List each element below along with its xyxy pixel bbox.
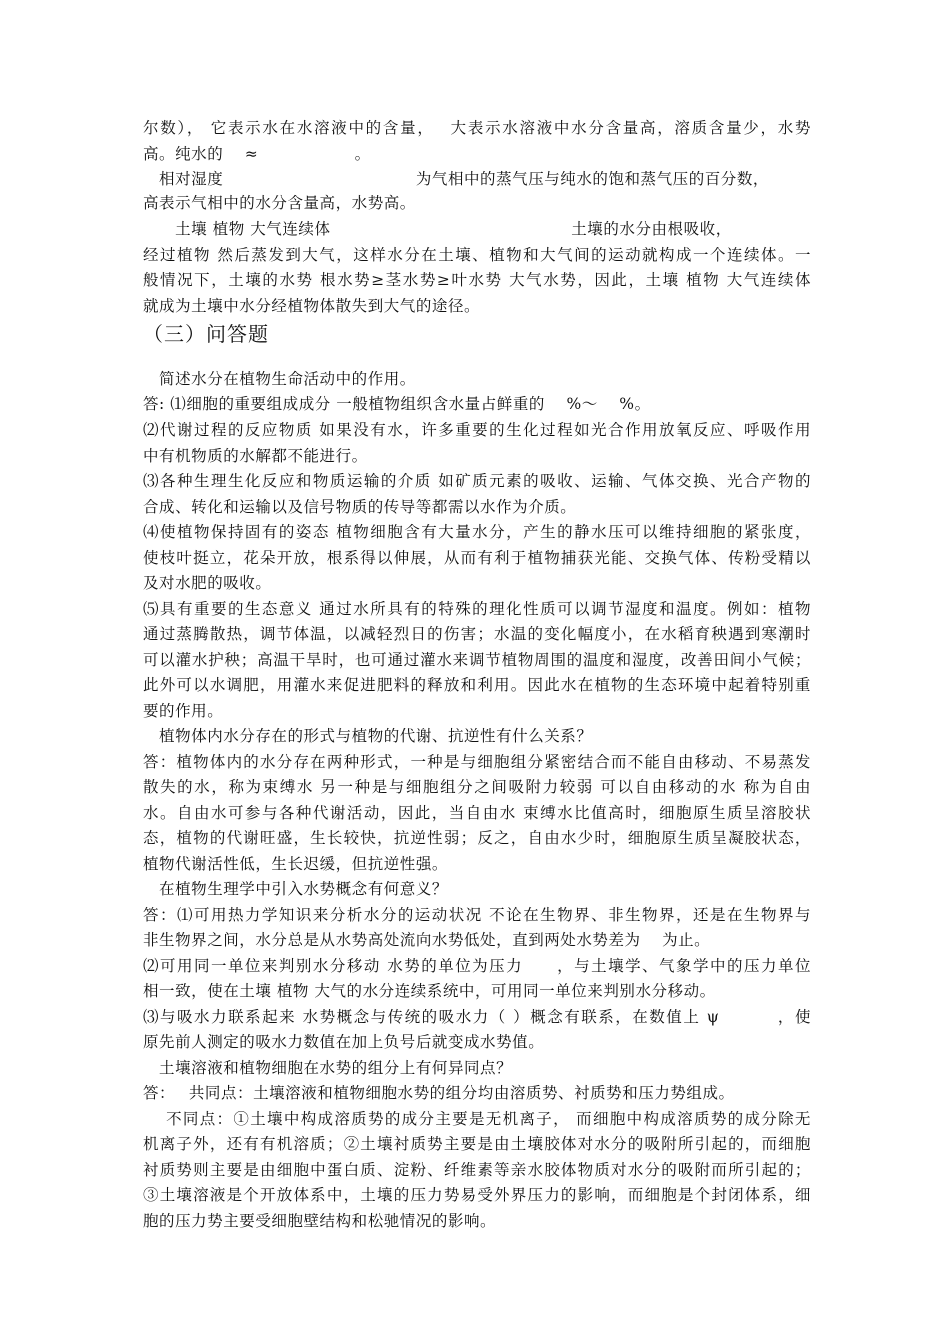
text-line: 土壤 植物 大气连续体 土壤的水分由根吸收， [143, 220, 732, 238]
answer-line: 不同点：①土壤中构成溶质势的成分主要是无机离子， 而细胞中构成溶质势的成分除无 [143, 1110, 811, 1128]
answer-line: ⑶与吸水力联系起来 水势概念与传统的吸水力（ ）概念有联系，在数值上 ψ ，使 [143, 1008, 811, 1026]
answer-line: ⑶各种生理生化反应和物质运输的介质 如矿质元素的吸收、运输、气体交换、光合产物的 [143, 472, 811, 490]
answer-line: 中有机物质的水解都不能进行。 [143, 447, 368, 465]
question-line: 植物体内水分存在的形式与植物的代谢、抗逆性有什么关系？ [143, 727, 593, 745]
answer-line: ⑵可用同一单位来判别水分移动 水势的单位为压力 ，与土壤学、气象学中的压力单位 [143, 957, 811, 975]
answer-line: 衬质势则主要是由细胞中蛋白质、淀粉、纤维素等亲水胶体物质对水分的吸附而所引起的； [143, 1161, 811, 1179]
text-line: 经过植物 然后蒸发到大气，这样水分在土壤、植物和大气间的运动就构成一个连续体。一 [143, 246, 811, 264]
answer-line: 相一致，使在土壤 植物 大气的水分连续系统中，可用同一单位来判别水分移动。 [143, 982, 716, 1000]
text-line: 尔数）， 它表示水在水溶液中的含量， 大表示水溶液中水分含量高，溶质含量少，水势 [143, 119, 811, 137]
answer-line: ⑷使植物保持固有的姿态 植物细胞含有大量水分，产生的静水压可以维持细胞的紧张度， [143, 523, 811, 541]
answer-line: 植物代谢活性低，生长迟缓，但抗逆性强。 [143, 855, 448, 873]
answer-line: 胞的压力势主要受细胞壁结构和松驰情况的影响。 [143, 1212, 497, 1230]
text-line: 相对湿度 为气相中的蒸气压与纯水的饱和蒸气压的百分数， [143, 170, 769, 188]
text-line: 高。纯水的 ≈ 。 [143, 145, 371, 163]
answer-line: 机离子外，还有有机溶质；②土壤衬质势主要是由土壤胶体对水分的吸附所引起的，而细胞 [143, 1135, 811, 1153]
answer-line: 散失的水，称为束缚水 另一种是与细胞组分之间吸附力较弱 可以自由移动的水 称为自由 [143, 778, 811, 796]
answer-line: 答： 共同点：土壤溶液和植物细胞水势的组分均由溶质势、衬质势和压力势组成。 [143, 1084, 735, 1102]
answer-line: 合成、转化和运输以及信号物质的传导等都需以水作为介质。 [143, 498, 577, 516]
answer-line: 可以灌水护秧；高温干旱时，也可通过灌水来调节植物周围的温度和湿度，改善田间小气候； [143, 651, 811, 669]
question-line: 简述水分在植物生命活动中的作用。 [143, 370, 416, 388]
answer-line: 答: ⑴细胞的重要组成成分 一般植物组织含水量占鲜重的 %～ %。 [143, 395, 651, 413]
question-line: 在植物生理学中引入水势概念有何意义？ [143, 880, 448, 898]
answer-line: 通过蒸腾散热，调节体温，以减轻烈日的伤害；水温的变化幅度小，在水稻育秧遇到寒潮时 [143, 625, 811, 643]
text-line: 高表示气相中的水分含量高，水势高。 [143, 194, 416, 212]
text-line: 般情况下，土壤的水势 根水势≥茎水势≥叶水势 大气水势，因此，土壤 植物 大气连续体 [143, 271, 811, 289]
answer-line: 使枝叶挺立，花朵开放，根系得以伸展，从而有利于植物捕获光能、交换气体、传粉受精以 [143, 549, 811, 567]
answer-line: 答：⑴可用热力学知识来分析水分的运动状况 不论在生物界、非生物界，还是在生物界与 [143, 906, 811, 924]
answer-line: 态，植物的代谢旺盛，生长较快，抗逆性弱；反之，自由水少时，细胞原生质呈凝胶状态， [143, 829, 811, 847]
answer-line: ⑸具有重要的生态意义 通过水所具有的特殊的理化性质可以调节湿度和温度。例如：植物 [143, 600, 811, 618]
section-heading: （三）问答题 [143, 322, 269, 346]
answer-line: 要的作用。 [143, 702, 224, 720]
answer-line: 此外可以水调肥，用灌水来促进肥料的释放和利用。因此水在植物的生态环境中起着特别重 [143, 676, 811, 694]
answer-line: 非生物界之间，水分总是从水势高处流向水势低处，直到两处水势差为 为止。 [143, 931, 711, 949]
answer-line: ③土壤溶液是个开放体系中，土壤的压力势易受外界压力的影响，而细胞是个封闭体系，细 [143, 1186, 811, 1204]
answer-line: 及对水肥的吸收。 [143, 574, 272, 592]
answer-line: 原先前人测定的吸水力数值在加上负号后就变成水势值。 [143, 1033, 545, 1051]
answer-line: 水。自由水可参与各种代谢活动，因此，当自由水 束缚水比值高时，细胞原生质呈溶胶状 [143, 804, 811, 822]
question-line: 土壤溶液和植物细胞在水势的组分上有何异同点？ [143, 1059, 513, 1077]
text-line: 就成为土壤中水分经植物体散失到大气的途径。 [143, 297, 481, 315]
answer-line: ⑵代谢过程的反应物质 如果没有水，许多重要的生化过程如光合作用放氧反应、呼吸作用 [143, 421, 811, 439]
answer-line: 答：植物体内的水分存在两种形式，一种是与细胞组分紧密结合而不能自由移动、不易蒸发 [143, 753, 811, 771]
